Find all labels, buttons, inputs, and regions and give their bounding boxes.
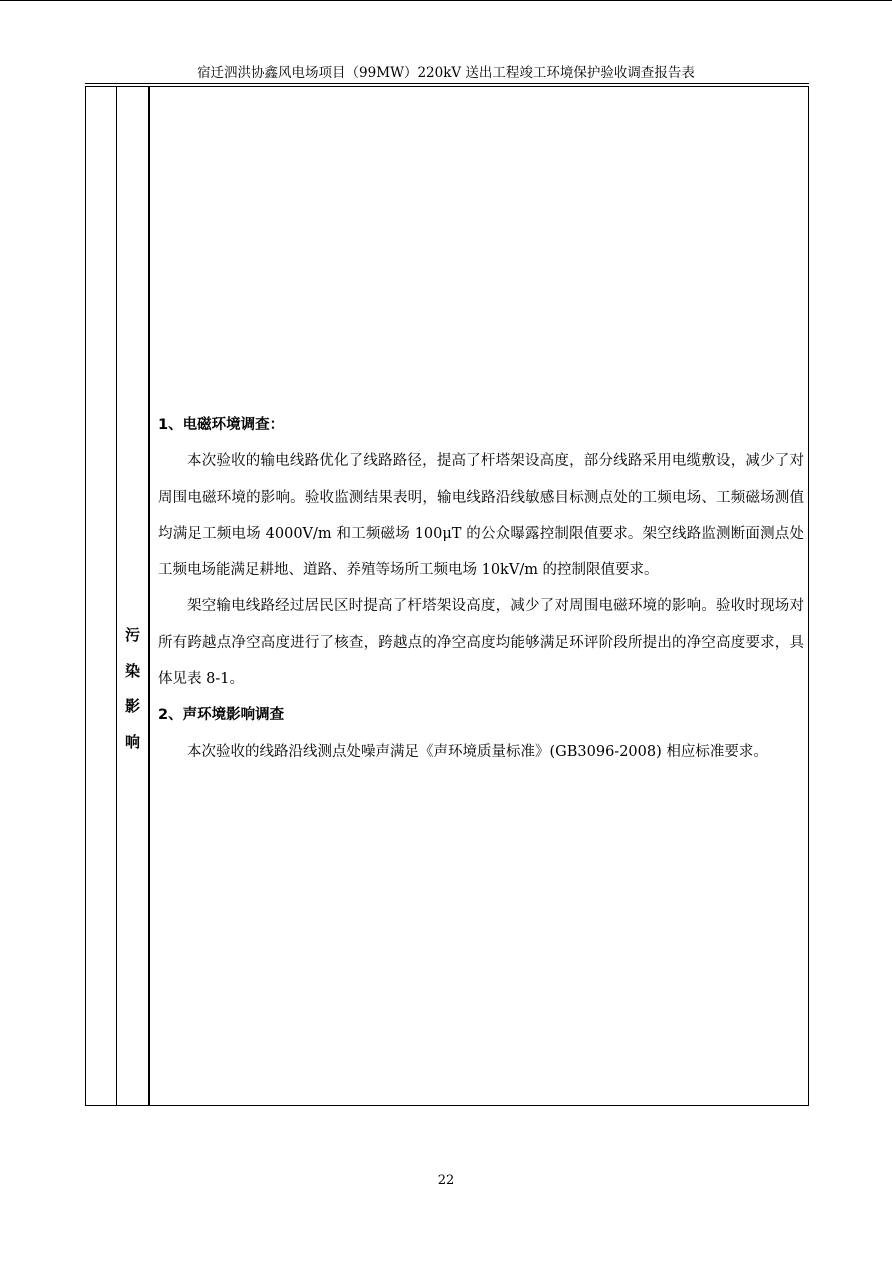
header-rule — [85, 83, 809, 84]
section-label-column — [117, 86, 150, 1105]
paragraph-noise-results: 本次验收的线路沿线测点处噪声满足《声环境质量标准》(GB3096-2008) 相应标准要求。 — [187, 743, 768, 760]
section-label-char: 影 — [124, 697, 140, 715]
paragraph-clearance-check: 架空输电线路经过居民区时提高了杆塔架设高度，减少了对周围电磁环境的影响。验收时现场对所有跨越点净空高度进行了核查，跨越点的净空高度均能够满足环评阶段所提出的净空高度要求，具体见表 8-1。 — [158, 598, 804, 688]
heading-acoustic: 2、声环境影响调查 — [158, 707, 285, 724]
report-table — [85, 86, 809, 1106]
section-label-vertical — [117, 618, 148, 760]
section-label-char: 污 — [124, 626, 140, 644]
paragraph-electromagnetic-results: 本次验收的输电线路优化了线路路径，提高了杆塔架设高度，部分线路采用电缆敷设，减少了对周围电磁环境的影响。验收监测结果表明，输电线路沿线敏感目标测点处的工频电场、工频磁场测值均满足工频电场 4000V/m 和工频磁场 100μT 的公众曝露控制限值要求。架空线路监测断面测点处工频电场能满足耕地、道路、养殖等场所工频电场 10kV/m 的控制限值要求。 — [158, 453, 804, 579]
page-number: 22 — [437, 1173, 455, 1188]
section-label-char: 响 — [124, 732, 140, 751]
page-top-border — [0, 0, 892, 1]
outer-label-column — [86, 86, 117, 1105]
section-content — [158, 407, 804, 770]
section-label-char: 染 — [124, 661, 140, 680]
report-header-title: 宿迁泗洪协鑫风电场项目（99MW）220kV 送出工程竣工环境保护验收调查报告表 — [197, 65, 695, 81]
heading-electromagnetic: 1、电磁环境调查： — [158, 417, 285, 433]
